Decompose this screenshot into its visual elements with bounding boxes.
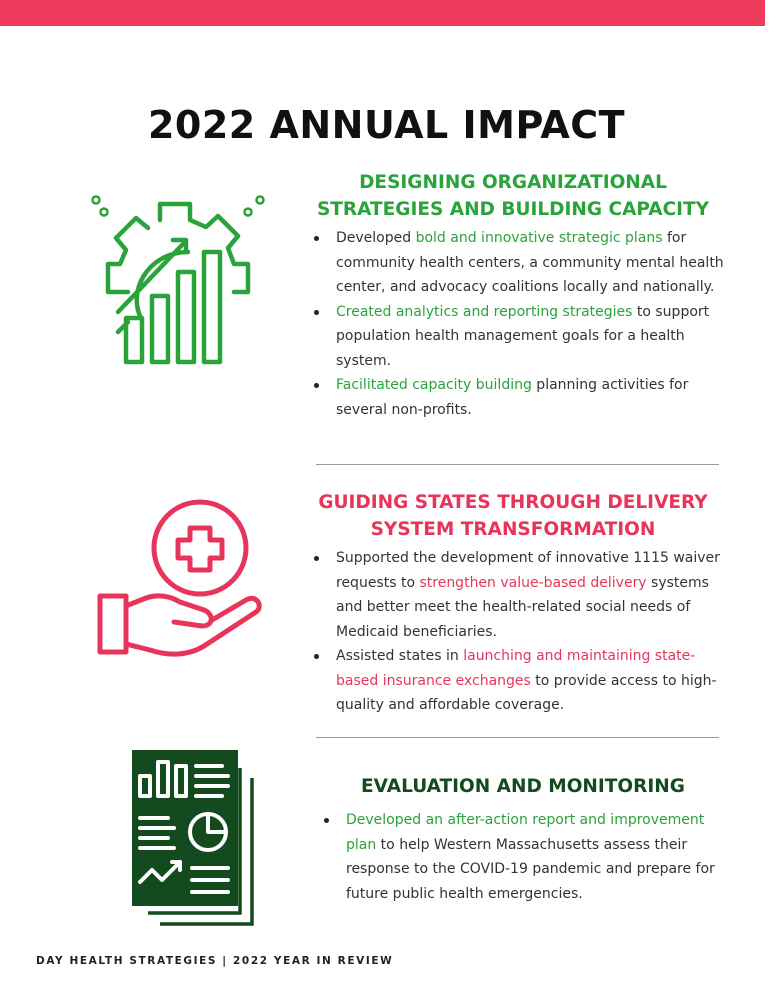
highlight-text: launching and maintaining state-based insurance exchanges (336, 648, 696, 689)
section-heading-line: EVALUATION AND MONITORING (361, 776, 685, 797)
section-heading-evaluation (318, 773, 728, 800)
list-item: Developed bold and innovative strategic plans for community health centers, a community mental health center, and advocacy coalitions locally and nationally. (314, 226, 724, 300)
bullet-list-strategies (314, 226, 724, 422)
section-divider (316, 737, 719, 738)
bullet-list-states (314, 546, 724, 718)
page-title: 2022 ANNUAL IMPACT (147, 103, 626, 147)
list-item: Facilitated capacity building planning activities for several non-profits. (314, 373, 724, 422)
list-item: Assisted states in launching and maintaining state-based insurance exchanges to provide access to high-quality and affordable coverage. (314, 644, 724, 718)
section-heading-line: STRATEGIES AND BUILDING CAPACITY (316, 199, 710, 220)
section-heading-strategies (308, 169, 718, 223)
gear-growth-chart-icon (88, 192, 268, 374)
top-accent-bar (0, 0, 765, 26)
list-item: Created analytics and reporting strategies to support population health management goals for a health system. (314, 300, 724, 374)
section-heading-line: DESIGNING ORGANIZATIONAL (359, 172, 667, 193)
hand-medical-cross-icon (96, 498, 272, 670)
list-item: Developed an after-action report and improvement plan to help Western Massachusetts assess their response to the COVID-19 pandemic and prepare for future public health emergencies. (324, 808, 729, 906)
page-footer: DAY HEALTH STRATEGIES | 2022 YEAR IN REVIEW (36, 955, 394, 967)
section-heading-line: GUIDING STATES THROUGH DELIVERY (318, 492, 708, 513)
highlight-text: Facilitated capacity building (336, 377, 532, 393)
section-divider (316, 464, 719, 465)
highlight-text: Created analytics and reporting strategies (336, 303, 633, 320)
highlight-text: bold and innovative strategic plans (415, 230, 663, 246)
section-heading-line: SYSTEM TRANSFORMATION (370, 519, 656, 540)
highlight-text: Developed an after-action report and improvement plan (346, 812, 705, 853)
highlight-text: strengthen value-based delivery (419, 574, 647, 591)
section-heading-states (308, 489, 718, 543)
list-item: Supported the development of innovative 1115 waiver requests to strengthen value-based delivery systems and better meet the health-related social needs of Medicaid beneficiaries. (314, 546, 724, 644)
bullet-list-evaluation (324, 808, 729, 906)
report-documents-icon (130, 748, 266, 928)
